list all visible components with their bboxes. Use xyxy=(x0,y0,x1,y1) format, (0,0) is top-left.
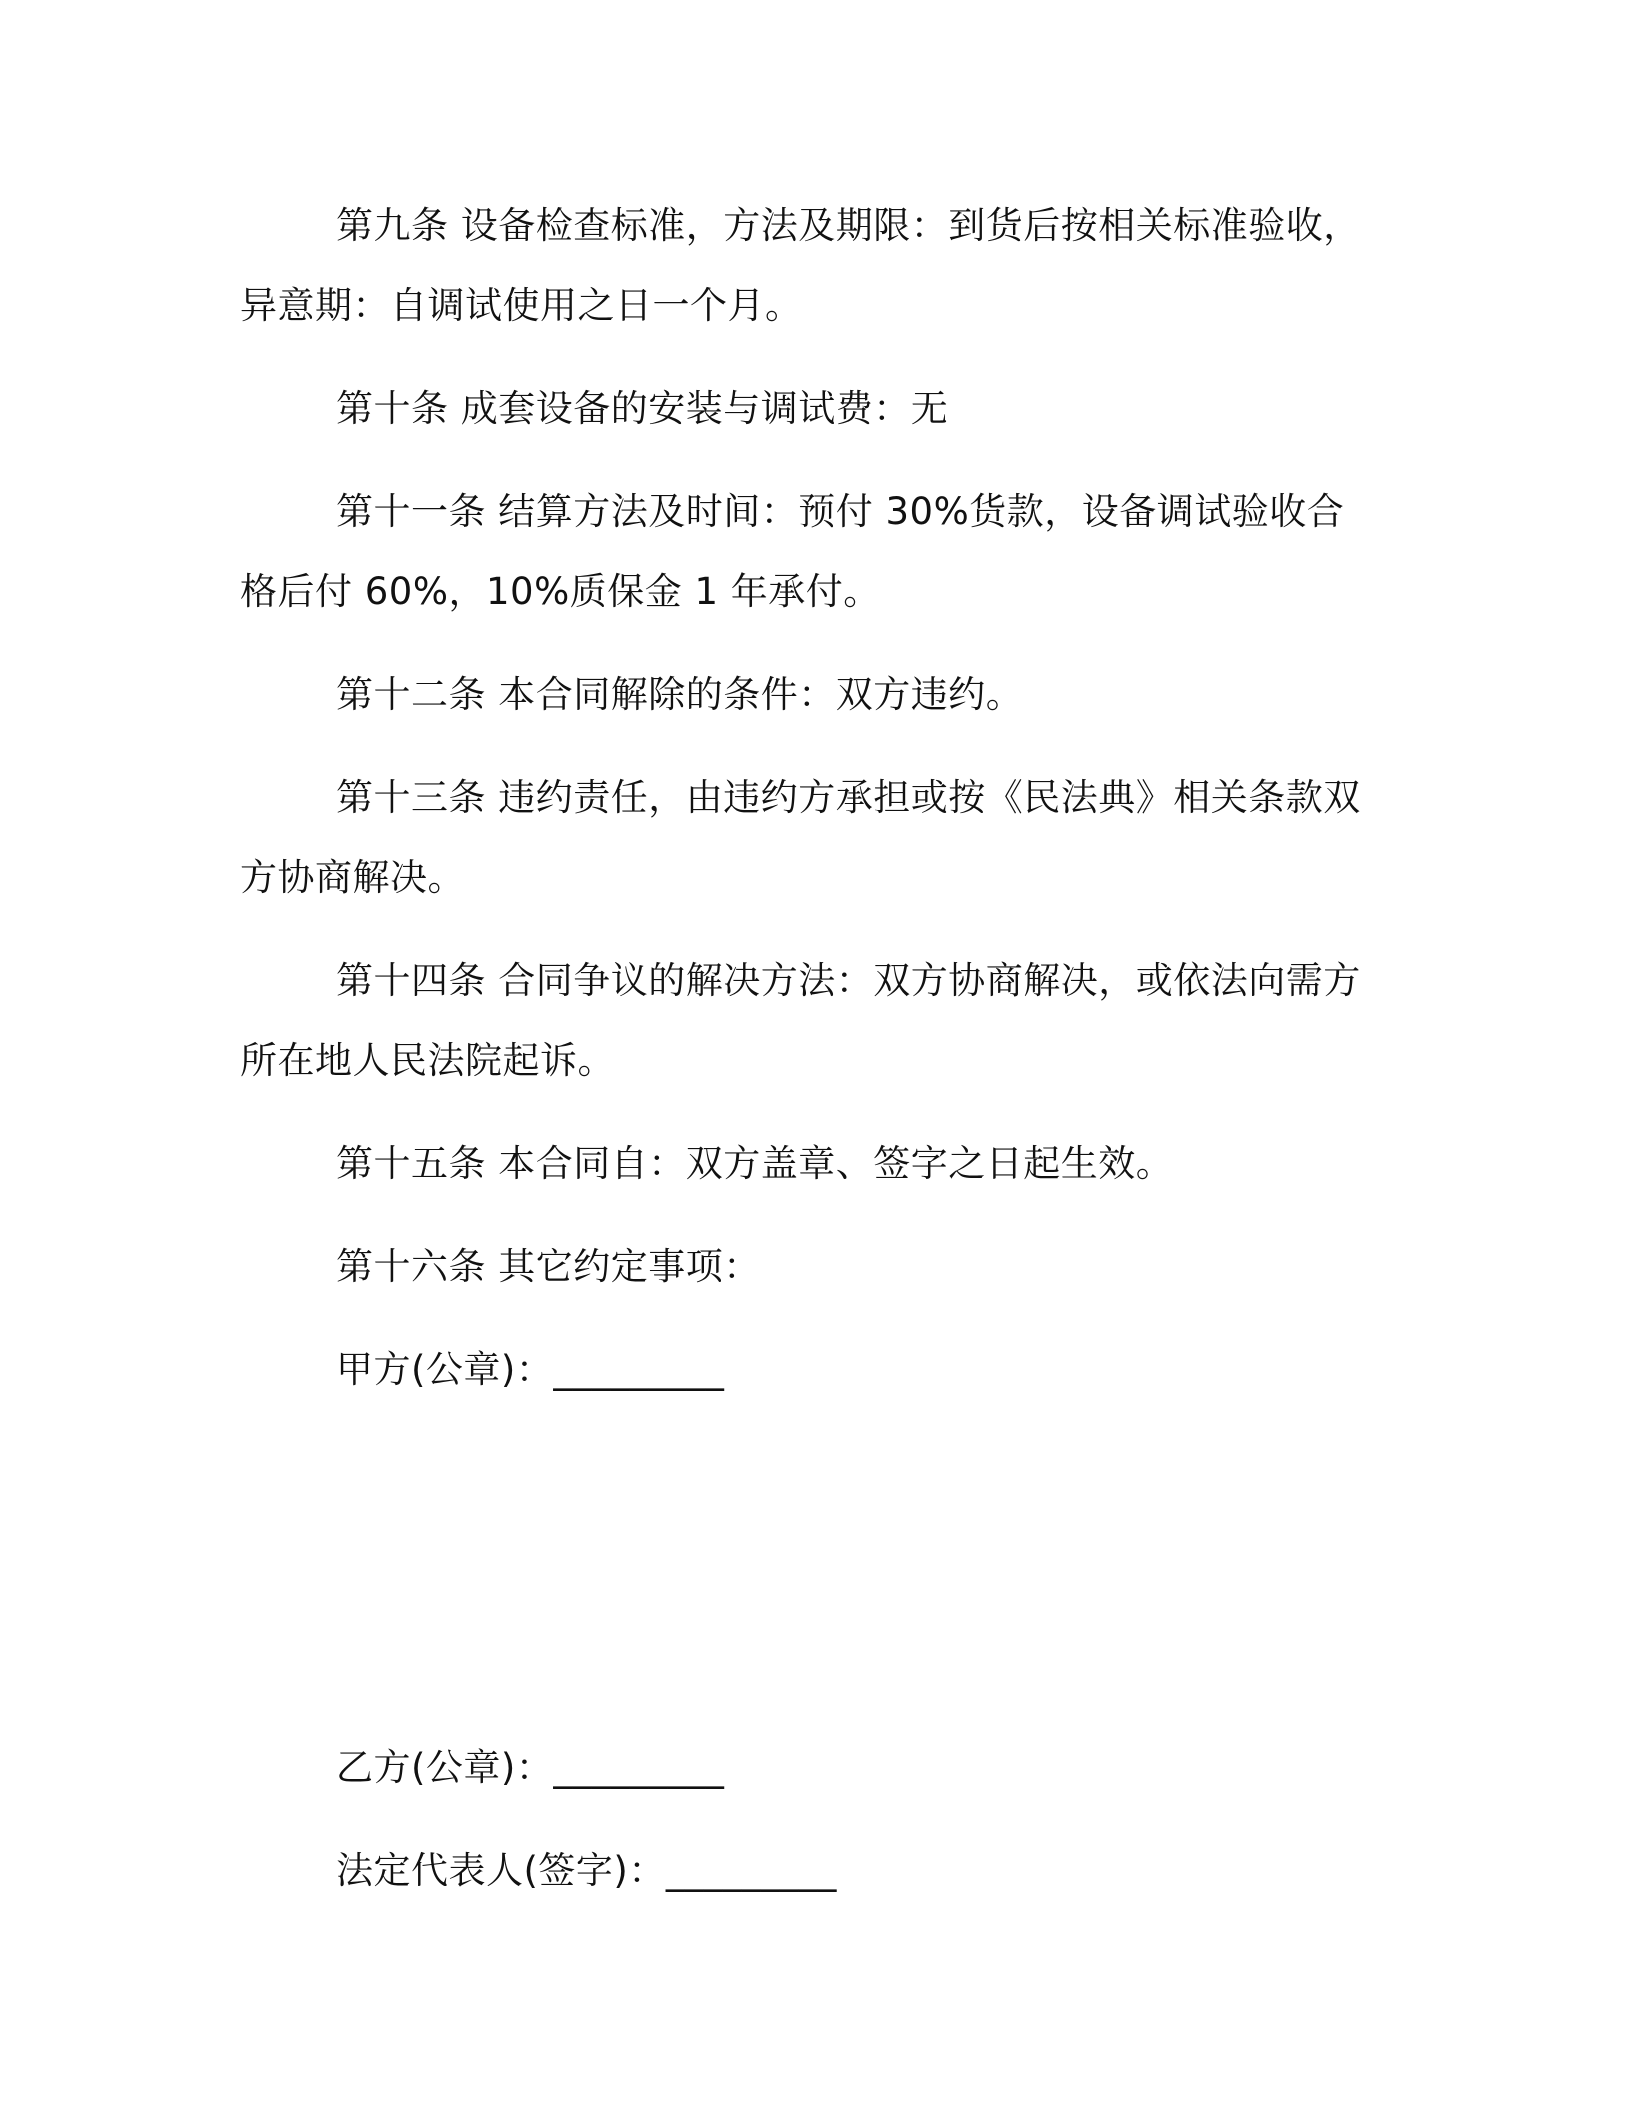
party-b-signature-line: 乙方(公章)：_________ xyxy=(336,1746,725,1789)
clause-10: 第十条 成套设备的安装与调试费：无 xyxy=(336,387,949,430)
clause-16: 第十六条 其它约定事项： xyxy=(336,1245,761,1288)
clause-9: 第九条 设备检查标准，方法及期限：到货后按相关标准验收，异意期：自调试使用之日一个月。 xyxy=(240,204,1361,327)
clause-15: 第十五条 本合同自：双方盖章、签字之日起生效。 xyxy=(336,1142,1174,1185)
clause-14: 第十四条 合同争议的解决方法：双方协商解决，或依法向需方所在地人民法院起诉。 xyxy=(240,959,1361,1082)
document-body xyxy=(240,186,1380,1911)
party-a-signature-line: 甲方(公章)：_________ xyxy=(336,1348,725,1391)
clause-13: 第十三条 违约责任，由违约方承担或按《民法典》相关条款双方协商解决。 xyxy=(240,776,1361,899)
clause-11: 第十一条 结算方法及时间：预付 30%货款，设备调试验收合格后付 60%，10%质保金 1 年承付。 xyxy=(240,490,1345,613)
legal-representative-signature-line: 法定代表人(签字)：_________ xyxy=(336,1849,837,1892)
clause-12: 第十二条 本合同解除的条件：双方违约。 xyxy=(336,673,1024,716)
